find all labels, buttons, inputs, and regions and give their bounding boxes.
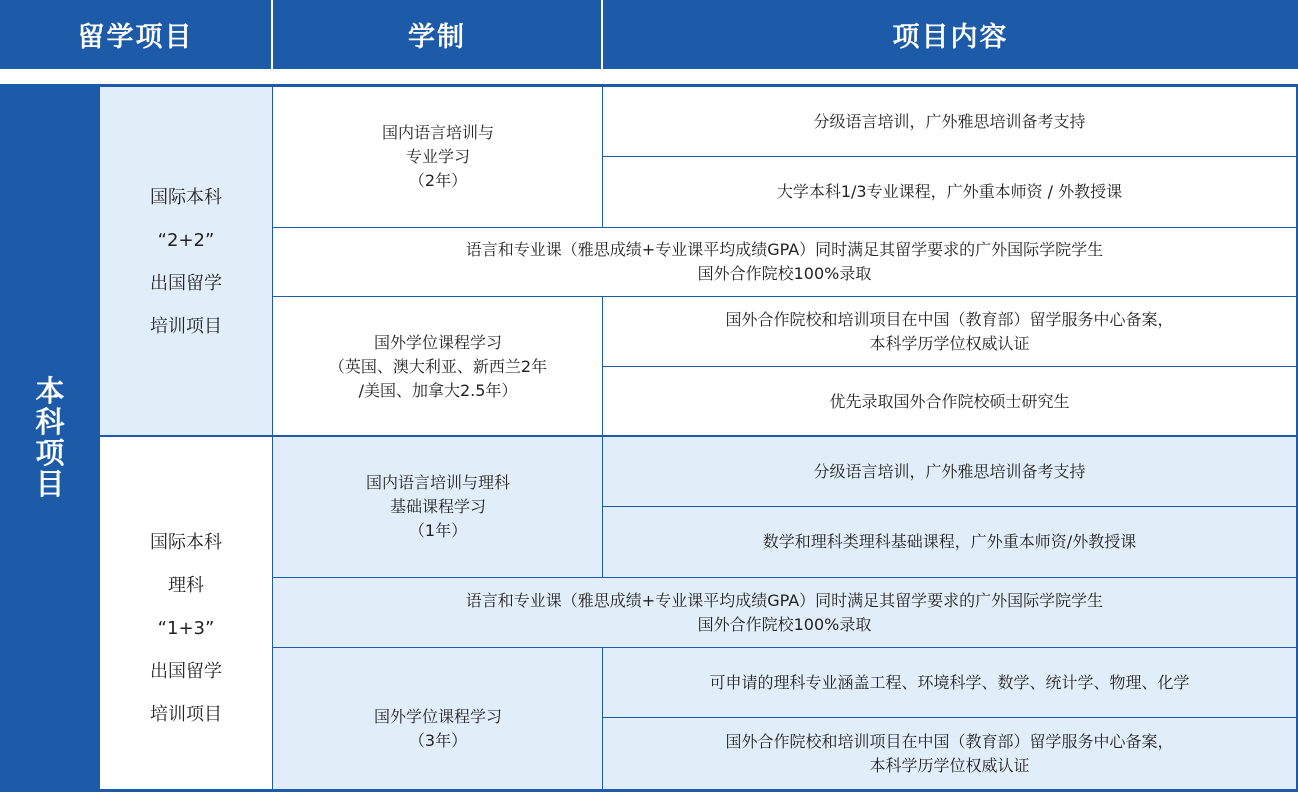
program2-stage1-content-1: 分级语言培训，广外雅思培训备考支持 xyxy=(602,437,1296,507)
program1-stage1-content-2: 大学本科1/3专业课程，广外重本师资 / 外教授课 xyxy=(602,157,1296,227)
program2-requirement: 语言和专业课（雅思成绩+专业课平均成绩GPA）同时满足其留学要求的广外国际学院学生 国外合作院校100%录取 xyxy=(272,577,1296,648)
header-col-program: 留学项目 xyxy=(0,0,271,69)
program1-requirement: 语言和专业课（雅思成绩+专业课平均成绩GPA）同时满足其留学要求的广外国际学院学生 国外合作院校100%录取 xyxy=(272,227,1296,297)
header-col-content: 项目内容 xyxy=(603,0,1298,69)
program2-stage1-duration: 国内语言培训与理科 基础课程学习 （1年） xyxy=(272,437,603,577)
program2-stage2-content-2: 国外合作院校和培训项目在中国（教育部）留学服务中心备案， 本科学历学位权威认证 xyxy=(602,718,1296,789)
program1-stage1-duration: 国内语言培训与 专业学习 （2年） xyxy=(272,87,603,227)
program1-stage1-content-1: 分级语言培训，广外雅思培训备考支持 xyxy=(602,87,1296,157)
program2-stage1-content-2: 数学和理科类理科基础课程，广外重本师资/外教授课 xyxy=(602,507,1296,577)
header-col-duration: 学制 xyxy=(273,0,601,69)
program2-stage2-duration: 国外学位课程学习 （3年） xyxy=(272,648,603,789)
side-label-undergraduate: 本 科 项 目 xyxy=(0,84,100,792)
program1-name: 国际本科 “2+2” 出国留学 培训项目 xyxy=(100,87,272,436)
program2-name: 国际本科 理科 “1+3” 出国留学 培训项目 xyxy=(100,437,272,789)
program1-stage2-content-2: 优先录取国外合作院校硕士研究生 xyxy=(602,367,1296,436)
program1-stage2-content-1: 国外合作院校和培训项目在中国（教育部）留学服务中心备案， 本科学历学位权威认证 xyxy=(602,297,1296,367)
program1-stage2-duration: 国外学位课程学习 （英国、澳大利亚、新西兰2年 /美国、加拿大2.5年） xyxy=(272,297,603,436)
program2-stage2-content-1: 可申请的理科专业涵盖工程、环境科学、数学、统计学、物理、化学 xyxy=(602,648,1296,718)
